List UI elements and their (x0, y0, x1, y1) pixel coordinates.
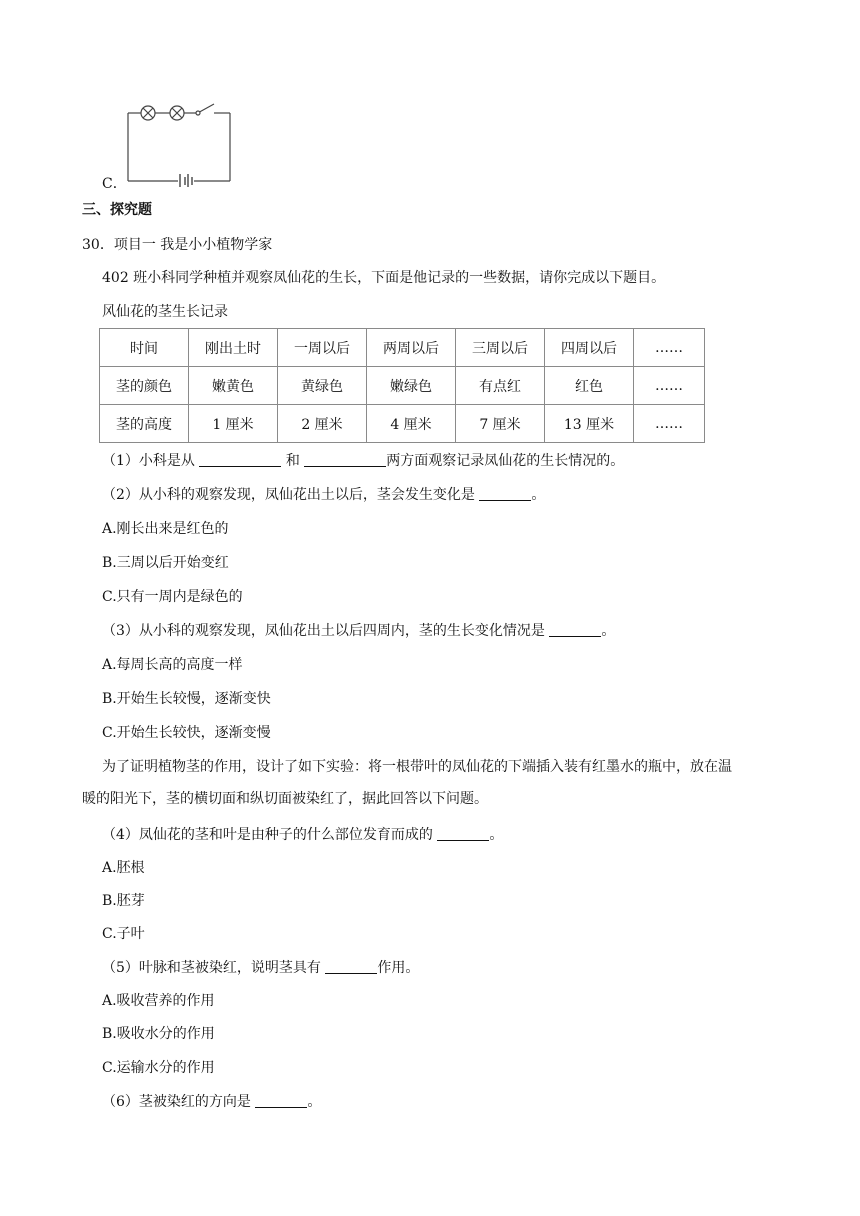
subquestion-3-end: 。 (601, 623, 616, 639)
option-5b: B.吸收水分的作用 (102, 1026, 215, 1042)
table-cell: 1 厘米 (189, 405, 278, 443)
answer-blank-2[interactable] (479, 486, 531, 501)
table-cell: 嫩绿色 (367, 367, 456, 405)
answer-blank-1b[interactable] (304, 452, 386, 467)
table-cell: 时间 (100, 329, 189, 367)
option-2b: B.三周以后开始变红 (102, 555, 229, 571)
option-c-label: C． (102, 176, 127, 192)
battery-icon (180, 174, 192, 187)
answer-blank-5[interactable] (325, 959, 377, 974)
table-cell: 两周以后 (367, 329, 456, 367)
table-cell: 茎的高度 (100, 405, 189, 443)
option-2a: A.刚长出来是红色的 (102, 521, 229, 537)
subquestion-1 (102, 451, 624, 471)
table-cell: 刚出土时 (189, 329, 278, 367)
table-cell: …… (634, 329, 705, 367)
subquestion-4-end: 。 (489, 827, 504, 843)
table-cell: 有点红 (456, 367, 545, 405)
option-3a: A.每周长高的高度一样 (102, 657, 243, 673)
answer-blank-6[interactable] (255, 1093, 307, 1108)
table-cell: …… (634, 367, 705, 405)
table-cell: 四周以后 (545, 329, 634, 367)
question-header: 30．项目一 我是小小植物学家 (82, 237, 273, 253)
subquestion-3 (102, 621, 615, 641)
option-4a: A.胚根 (102, 860, 145, 876)
option-2c: C.只有一周内是绿色的 (102, 589, 243, 605)
subquestion-2-end: 。 (531, 487, 546, 503)
subquestion-2-stem: （2）从小科的观察发现，凤仙花出土以后，茎会发生变化是 (102, 487, 480, 503)
table-cell: 黄绿色 (278, 367, 367, 405)
subquestion-5 (102, 958, 419, 978)
table-cell: 13 厘米 (545, 405, 634, 443)
table-row (100, 367, 705, 405)
table-row (100, 405, 705, 443)
table-cell: 嫩黄色 (189, 367, 278, 405)
section-title: 三、探究题 (82, 202, 152, 218)
experiment-line-1: 为了证明植物茎的作用，设计了如下实验：将一根带叶的凤仙花的下端插入装有红墨水的瓶中，放在温 (102, 759, 732, 775)
growth-record-table (99, 328, 705, 443)
table-cell: 2 厘米 (278, 405, 367, 443)
table-cell: 7 厘米 (456, 405, 545, 443)
option-4b: B.胚芽 (102, 893, 145, 909)
option-3b: B.开始生长较慢，逐渐变快 (102, 691, 271, 707)
option-5a: A.吸收营养的作用 (102, 993, 215, 1009)
subquestion-4-stem: （4）凤仙花的茎和叶是由种子的什么部位发育而成的 (102, 827, 438, 843)
option-3c: C.开始生长较快，逐渐变慢 (102, 725, 271, 741)
answer-blank-4[interactable] (437, 826, 489, 841)
table-cell: 三周以后 (456, 329, 545, 367)
table-cell: 茎的颜色 (100, 367, 189, 405)
option-5c: C.运输水分的作用 (102, 1060, 215, 1076)
subquestion-1-part-b: 和 (285, 453, 305, 469)
option-4c: C.子叶 (102, 926, 145, 942)
subquestion-3-stem: （3）从小科的观察发现，凤仙花出土以后四周内，茎的生长变化情况是 (102, 623, 550, 639)
table-cell: 红色 (545, 367, 634, 405)
table-cell: 4 厘米 (367, 405, 456, 443)
answer-blank-3[interactable] (549, 622, 601, 637)
experiment-line-2: 暖的阳光下，茎的横切面和纵切面被染红了，据此回答以下问题。 (82, 791, 488, 807)
table-cell: 一周以后 (278, 329, 367, 367)
question-intro: 402 班小科同学种植并观察凤仙花的生长，下面是他记录的一些数据，请你完成以下题目。 (102, 270, 666, 286)
subquestion-1-part-c: 两方面观察记录凤仙花的生长情况的。 (386, 453, 625, 469)
subquestion-1-part-a: （1）小科是从 (102, 453, 200, 469)
subquestion-4 (102, 825, 503, 845)
table-title: 风仙花的茎生长记录 (102, 304, 228, 320)
subquestion-6 (102, 1092, 321, 1112)
subquestion-6-stem: （6）茎被染红的方向是 (102, 1094, 256, 1110)
table-header-row (100, 329, 705, 367)
table-cell: …… (634, 405, 705, 443)
subquestion-2 (102, 485, 545, 505)
subquestion-5-stem: （5）叶脉和茎被染红，说明茎具有 (102, 960, 326, 976)
circuit-diagram (122, 95, 234, 187)
subquestion-5-end: 作用。 (377, 960, 420, 976)
subquestion-6-end: 。 (307, 1094, 322, 1110)
answer-blank-1a[interactable] (199, 452, 281, 467)
